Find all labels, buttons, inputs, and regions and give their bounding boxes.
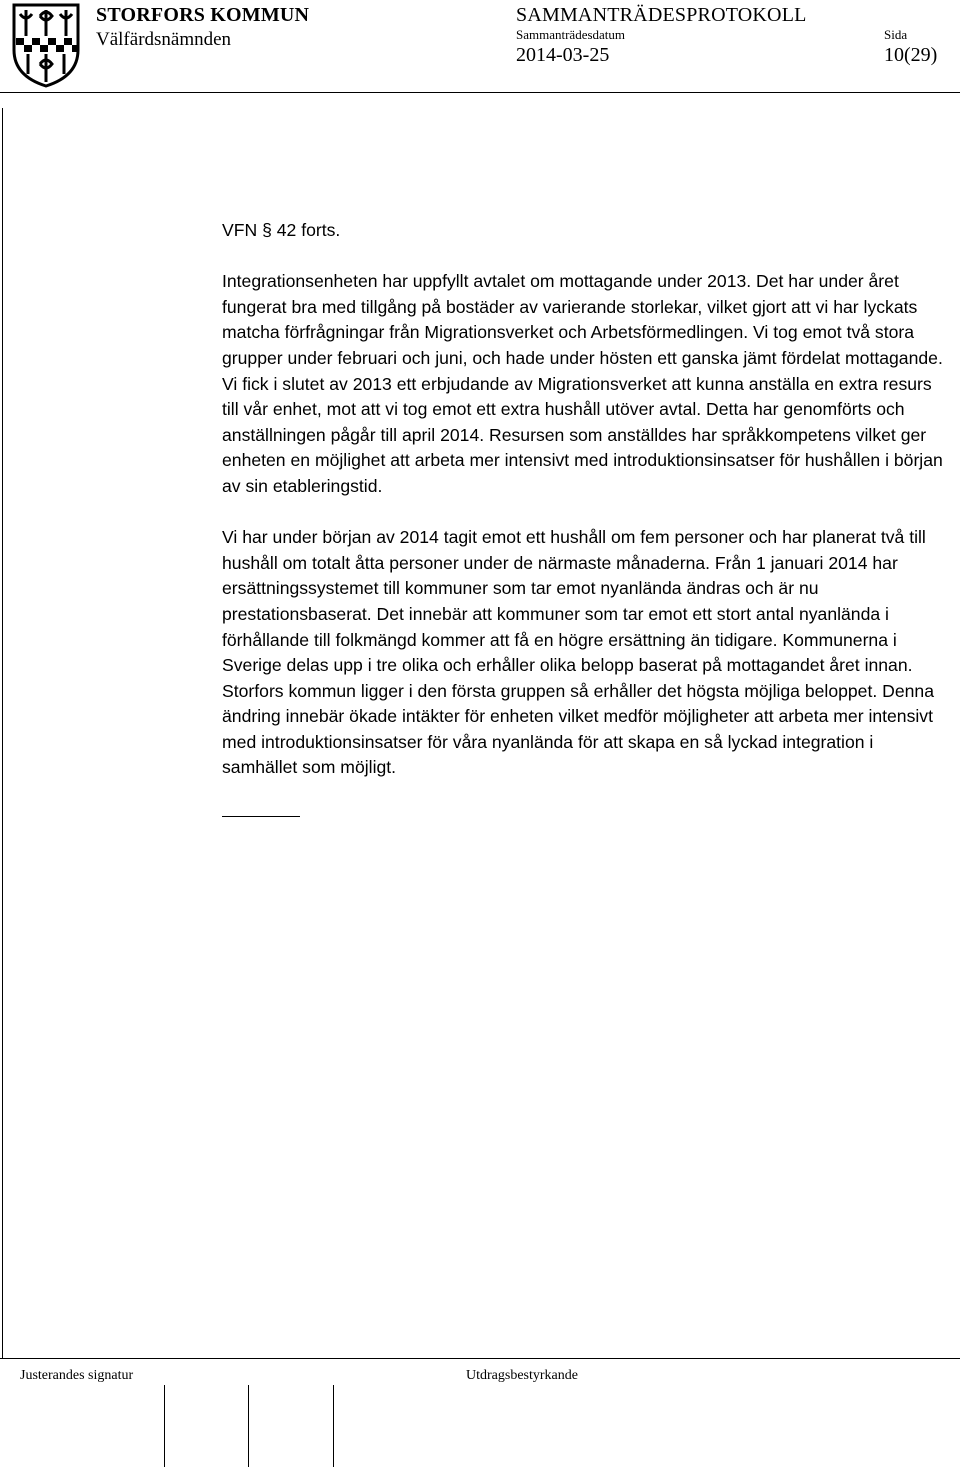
- paragraph: Vi har under början av 2014 tagit emot ett hushåll om fem personer och har planerat två till hushåll om totalt åtta personer under de närmaste månaderna. Från 1 januari 2014 har ersättningssystemet till kommuner som tar emot nyanlända ändras och är nu prestationsbaserat. Det innebär att kommuner som tar emot ett stort antal nyanlända i förhållande till folkmängd kommer att få en högre ersättning än tidigare. Kommunerna i Sverige delas upp i tre olika och erhåller olika belopp baserat på mottagandet året innan. Storfors kommun ligger i den första gruppen så erhåller det högsta möjliga beloppet. Denna ändring innebär ökade intäkter för enheten vilket medför möjligheter att arbeta mer intensivt med introduktionsinsatser för våra nyanlända för att skapa en så lyckad integration i samhället som möjligt.: [222, 527, 934, 778]
- organization-name: STORFORS KOMMUN: [96, 4, 310, 26]
- protocol-body: [222, 218, 952, 817]
- signature-label: Justerandes signatur: [20, 1368, 134, 1383]
- document-type: SAMMANTRÄDESPROTOKOLL: [516, 4, 807, 26]
- extract-certification-label: Utdragsbestyrkande: [466, 1368, 578, 1383]
- signature-box-divider: [248, 1385, 249, 1467]
- section-end-line: [222, 816, 300, 817]
- paragraph: Integrationsenheten har uppfyllt avtalet om mottagande under 2013. Det har under året fungerat bra med tillgång på bostäder av varierande storlekar, vilket gjort att vi har lyckats matcha förfrågningar från Migrationsverket och Arbetsförmedlingen. Vi tog emot två stora grupper under februari och juni, och hade under hösten ett ganska jämt fördelat mottagande. Vi fick i slutet av 2013 ett erbjudande av Migrationsverket att kunna anställa en extra resurs till vår enhet, mot att vi tog emot ett extra hushåll utöver avtal. Detta har genomförts och anställningen pågår till april 2014. Resursen som anställdes har språkkompetens vilket ger enheten en möjlighet att arbeta mer intensivt med introduktionsinsatser för hushållen i början av sin etableringstid.: [222, 271, 943, 496]
- page-label: Sida: [884, 27, 908, 42]
- footer-divider: [0, 1358, 960, 1359]
- left-margin-rule: [2, 108, 3, 1358]
- section-reference: VFN § 42 forts.: [222, 220, 341, 240]
- header-divider: [0, 92, 960, 93]
- coat-of-arms-icon: [10, 2, 82, 88]
- signature-box-divider: [164, 1385, 165, 1467]
- meeting-date-label: Sammanträdesdatum: [516, 27, 626, 42]
- meeting-date: 2014-03-25: [516, 44, 610, 66]
- signature-box-divider: [333, 1385, 334, 1467]
- page-number: 10(29): [884, 44, 938, 66]
- committee-name: Välfärdsnämnden: [96, 29, 232, 50]
